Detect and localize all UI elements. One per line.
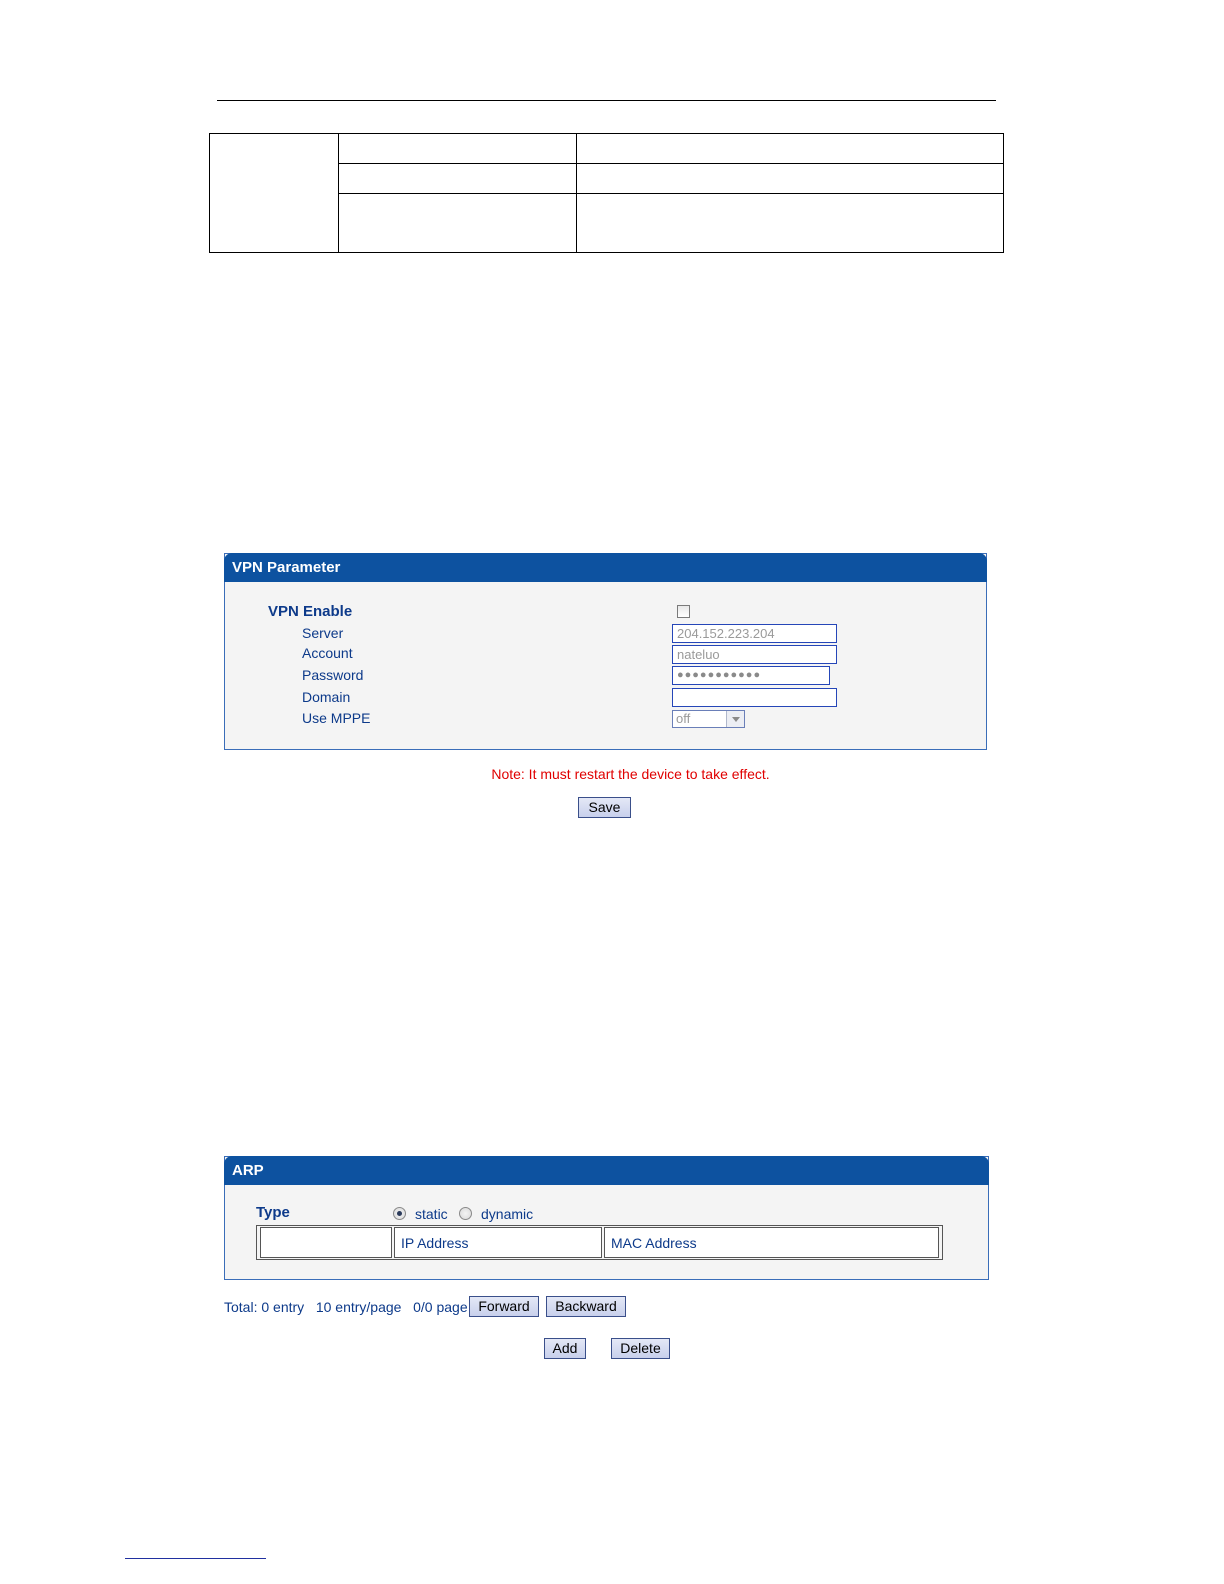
password-input[interactable]: ●●●●●●●●●●●: [672, 666, 830, 685]
table-cell: [210, 134, 339, 253]
static-radio[interactable]: [393, 1207, 406, 1220]
delete-button[interactable]: Delete: [611, 1338, 670, 1359]
account-input[interactable]: nateluo: [672, 645, 837, 664]
arp-type-label: Type: [256, 1204, 290, 1221]
table-cell: [339, 164, 577, 194]
arp-panel-title: ARP: [224, 1156, 989, 1185]
static-radio-label: static: [415, 1206, 448, 1222]
table-cell: [339, 134, 577, 164]
vpn-panel-title: VPN Parameter: [224, 553, 987, 582]
table-cell: [339, 194, 577, 253]
vpn-enable-label: VPN Enable: [268, 603, 353, 620]
restart-note: Note: It must restart the device to take effect.: [491, 766, 770, 782]
table-cell: [577, 134, 1004, 164]
backward-button[interactable]: Backward: [546, 1296, 626, 1317]
arp-table: [256, 1225, 943, 1260]
dynamic-radio-label: dynamic: [481, 1206, 534, 1222]
pager-total: Total: 0 entry: [224, 1299, 305, 1315]
domain-input[interactable]: [672, 688, 837, 707]
dynamic-radio[interactable]: [459, 1207, 472, 1220]
mac-address-column-header: MAC Address: [604, 1227, 939, 1258]
server-label: Server: [302, 625, 344, 641]
pager-page: 0/0 page: [413, 1299, 468, 1315]
table-cell: [577, 194, 1004, 253]
footer-rule: [125, 1558, 266, 1559]
vpn-enable-checkbox[interactable]: [677, 605, 690, 618]
password-label: Password: [302, 667, 364, 683]
use-mppe-value: off: [676, 711, 691, 726]
use-mppe-select[interactable]: [672, 710, 745, 728]
pager-per-page: 10 entry/page: [315, 1299, 402, 1315]
save-button[interactable]: Save: [578, 797, 631, 818]
chevron-down-icon[interactable]: [726, 711, 744, 727]
forward-button[interactable]: Forward: [469, 1296, 539, 1317]
domain-label: Domain: [302, 689, 351, 705]
table-header-row: [260, 1227, 939, 1258]
ip-address-column-header: IP Address: [394, 1227, 602, 1258]
account-label: Account: [302, 645, 353, 661]
pagination-info: [224, 1299, 468, 1315]
arp-panel: [224, 1156, 989, 1280]
add-button[interactable]: Add: [544, 1338, 586, 1359]
table-cell: [577, 164, 1004, 194]
select-column-header: [260, 1227, 392, 1258]
use-mppe-label: Use MPPE: [302, 710, 371, 726]
header-rule: [217, 100, 996, 101]
document-table: [209, 133, 1004, 253]
server-input[interactable]: 204.152.223.204: [672, 624, 837, 643]
